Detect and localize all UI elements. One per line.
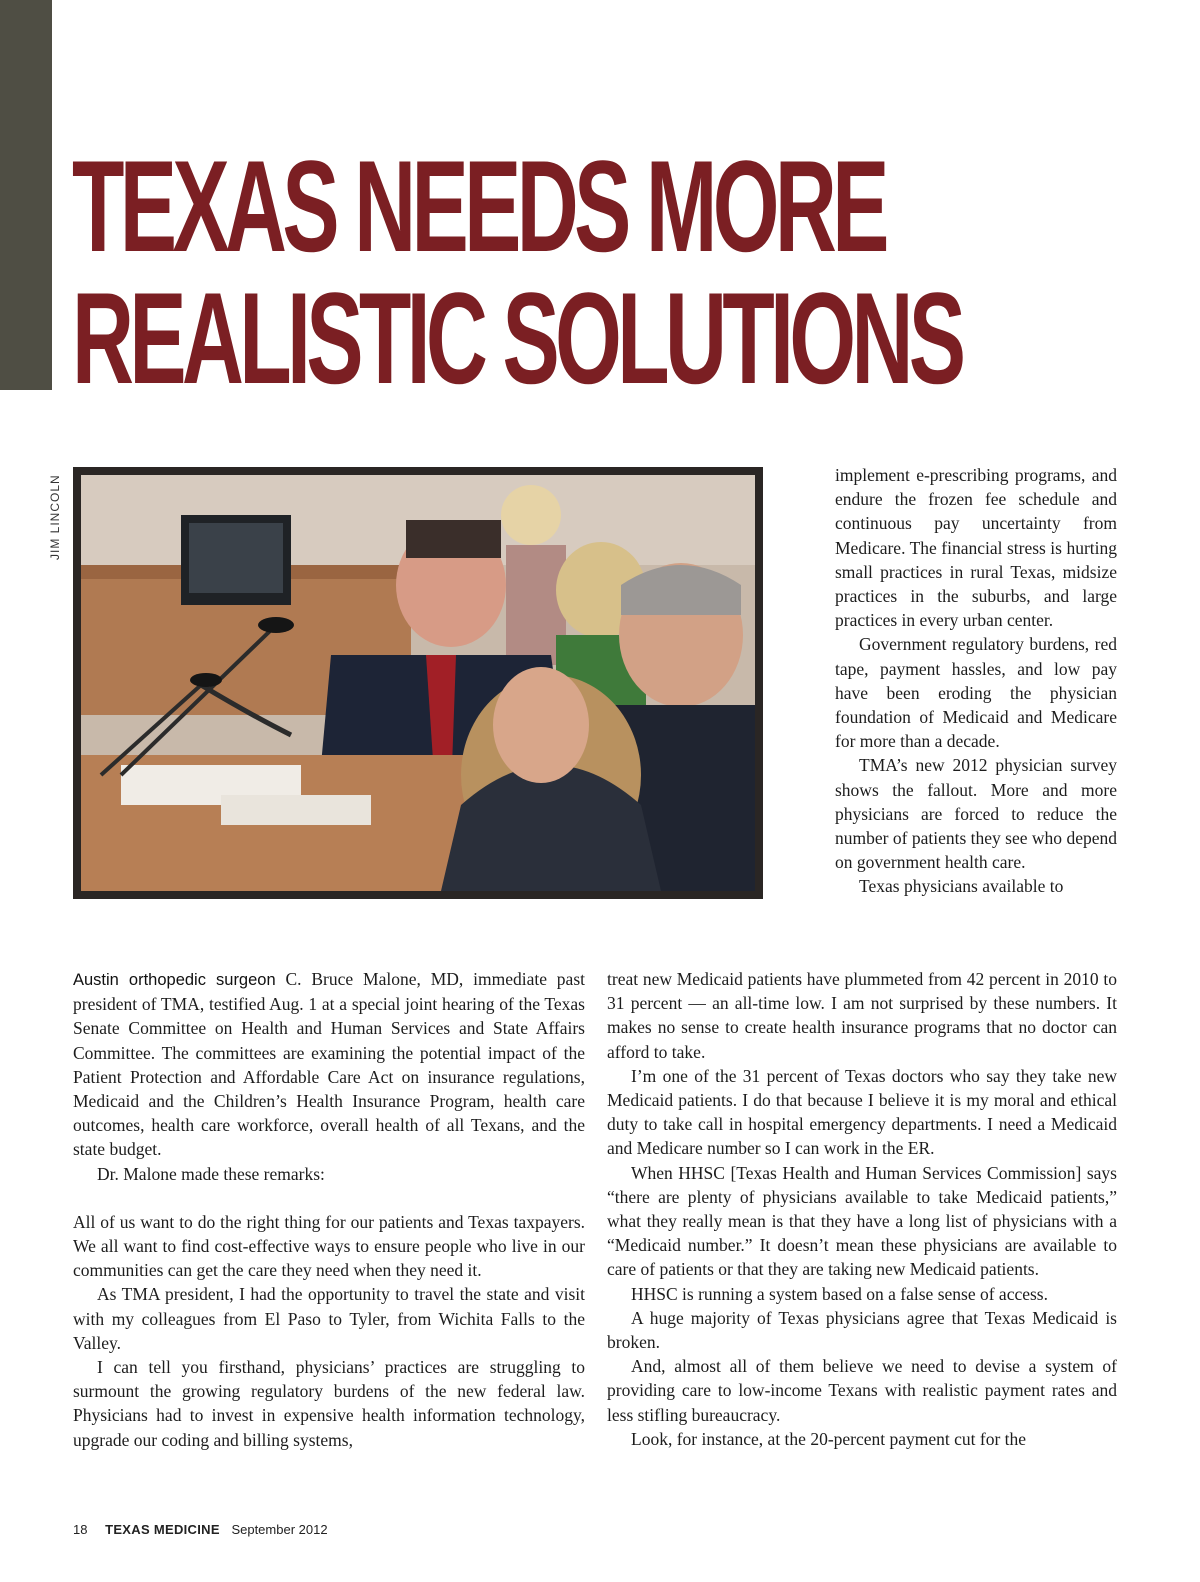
paragraph: Government regulatory burdens, red tape, payment hassles, and low pay have been eroding the physician foundation of Medicaid and Medicare for more than a decade.: [835, 634, 1117, 752]
headline: [72, 133, 962, 411]
headline-line-1: TEXAS NEEDS MORE: [72, 133, 885, 279]
article-column-top-right: [835, 463, 1117, 899]
magazine-name: TEXAS MEDICINE: [105, 1522, 220, 1537]
lead-paragraph-text: C. Bruce Malone, MD, immediate past president of TMA, testified Aug. 1 at a special joint hearing of the Texas Senate Committee on Health and Human Services and State Affairs Committee. The committees are examining the potential impact of the Patient Protection and Affordable Care Act on insurance regulations, Medicaid and the Children’s Health Insurance Program, health care outcomes, health care workforce, overall health of all Texans, and the state budget.: [73, 969, 585, 1160]
paragraph: implement e-prescribing programs, and endure the frozen fee schedule and continuous pay uncertainty from Medicare. The financial stress is hurting small practices in rural Texas, midsize practices in the suburbs, and large practices in every urban center.: [835, 465, 1117, 631]
paragraph: TMA’s new 2012 physician survey shows the fallout. More and more physicians are forced to reduce the number of patients they see who depend on government health care.: [835, 755, 1117, 873]
paragraph: And, almost all of them believe we need to devise a system of providing care to low-income Texans with realistic payment rates and less stifling bureaucracy.: [607, 1356, 1117, 1425]
hearing-photo: [73, 467, 763, 899]
lead-in: Austin orthopedic surgeon: [73, 971, 276, 989]
headline-line-2: REALISTIC SOLUTIONS: [72, 265, 962, 411]
paragraph: Look, for instance, at the 20-percent payment cut for the: [631, 1428, 1027, 1449]
page-footer: [73, 1522, 328, 1537]
paragraph: All of us want to do the right thing for our patients and Texas taxpayers. We all want to find cost-effective ways to ensure people who live in our communities can get the care they need when they need it.: [73, 1211, 585, 1281]
photo-credit: JIM LINCOLN: [48, 474, 62, 560]
paragraph: I’m one of the 31 percent of Texas doctors who say they take new Medicaid patients. I do that because I believe it is my moral and ethical duty to take call in hospital emergency departments. I need a Medicaid and Medicare number so I can work in the ER.: [607, 1065, 1117, 1159]
decorative-side-bar: [0, 0, 52, 390]
page-number: 18: [73, 1522, 88, 1537]
hearing-photo-illustration: [81, 475, 755, 891]
paragraph: When HHSC [Texas Health and Human Services Commission] says “there are plenty of physicians available to take Medicaid patients,” what they really mean is that they have a long list of physicians with a “Medicaid number.” It doesn’t mean these physicians are available to care of patients or that they are taking new Medicaid patients.: [607, 1162, 1117, 1280]
paragraph: A huge majority of Texas physicians agree that Texas Medicaid is broken.: [607, 1307, 1117, 1353]
lead-paragraph: [73, 967, 585, 1162]
paragraph: Texas physicians available to: [859, 876, 1064, 897]
paragraph: Dr. Malone made these remarks:: [97, 1163, 325, 1184]
article-column-left: [73, 967, 585, 1452]
paragraph: As TMA president, I had the opportunity to travel the state and visit with my colleagues from El Paso to Tyler, from Wichita Falls to the Valley.: [73, 1284, 585, 1353]
paragraph: I can tell you firsthand, physicians’ practices are struggling to surmount the growing regulatory burdens of the new federal law. Physicians had to invest in expensive health information technology, upgrade our coding and billing systems,: [73, 1357, 585, 1450]
paragraph: HHSC is running a system based on a false sense of access.: [631, 1283, 1048, 1304]
article-column-right: [607, 967, 1117, 1451]
issue-date: September 2012: [231, 1522, 328, 1537]
paragraph: treat new Medicaid patients have plummeted from 42 percent in 2010 to 31 percent — an all-time low. I am not surprised by these numbers. It makes no sense to create health insurance programs that no doctor can afford to take.: [607, 969, 1117, 1062]
